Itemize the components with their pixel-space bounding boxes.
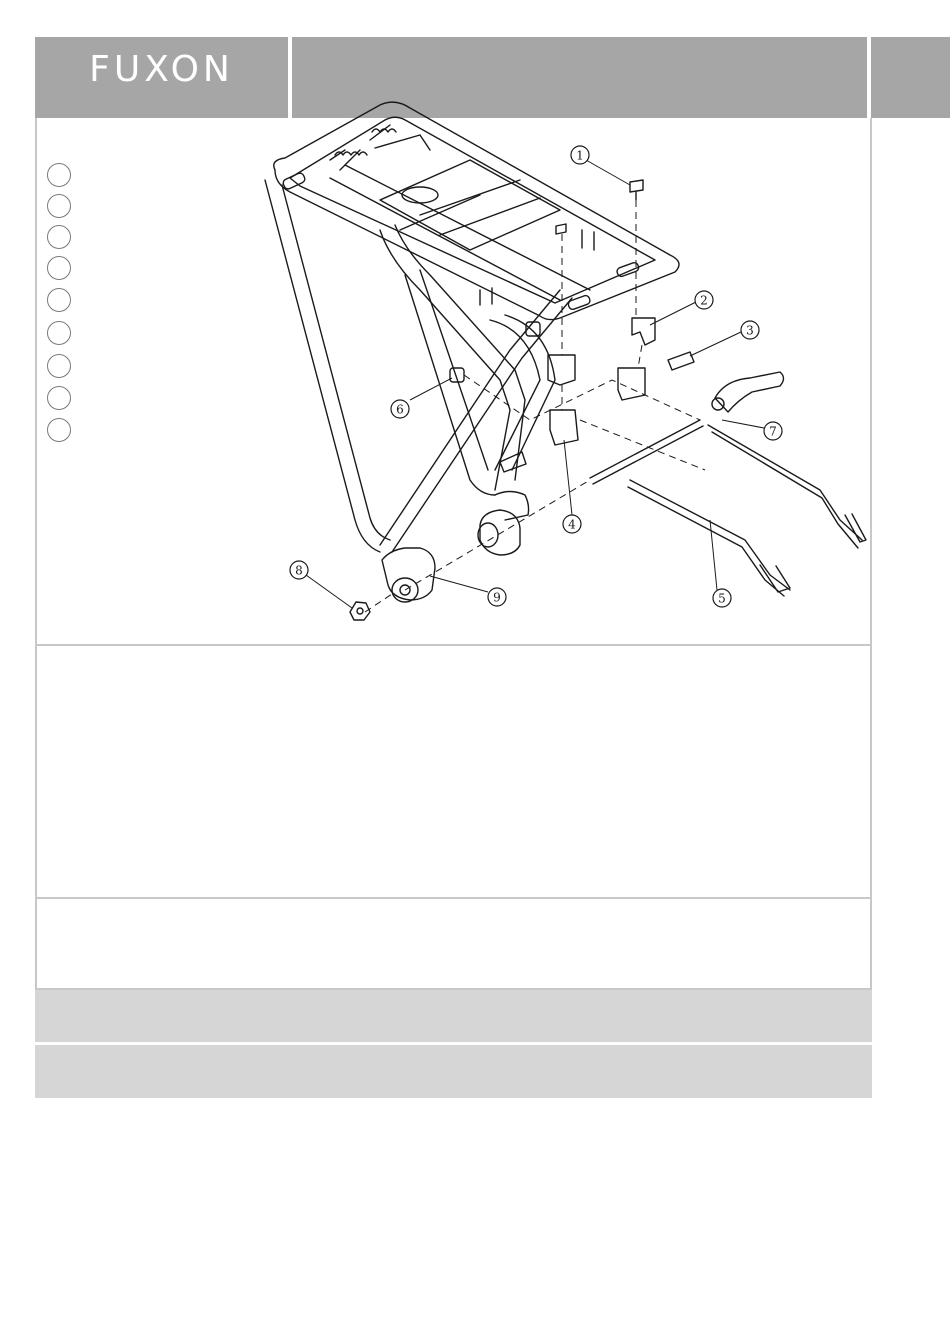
footer-bar-2 (35, 1045, 872, 1098)
callout-1-label: 1 (576, 148, 584, 163)
part-3-screw (668, 352, 694, 370)
callout-5-label: 5 (718, 591, 726, 606)
footer-bar-1 (35, 990, 872, 1043)
callout-8-label: 8 (295, 563, 303, 578)
callout-4-label: 4 (568, 517, 576, 532)
callout-7-label: 7 (769, 424, 777, 439)
part-1-bolt (630, 180, 643, 200)
part-2-clamp (632, 318, 655, 345)
part-5-rod (590, 420, 703, 484)
callout-6-label: 6 (396, 402, 404, 417)
notes-panel (35, 897, 872, 990)
rack-left-leg-outer (265, 180, 380, 552)
callout-3-label: 3 (746, 323, 754, 338)
rack-top-frame (274, 102, 679, 319)
callout-9-label: 9 (493, 590, 501, 605)
brand-logo: FUXON (89, 49, 234, 90)
callout-2-label: 2 (700, 293, 708, 308)
instructions-panel (35, 644, 872, 899)
rack-exploded-diagram (0, 0, 950, 660)
part-4-clamp (548, 355, 575, 385)
part-7-lever (715, 372, 784, 412)
